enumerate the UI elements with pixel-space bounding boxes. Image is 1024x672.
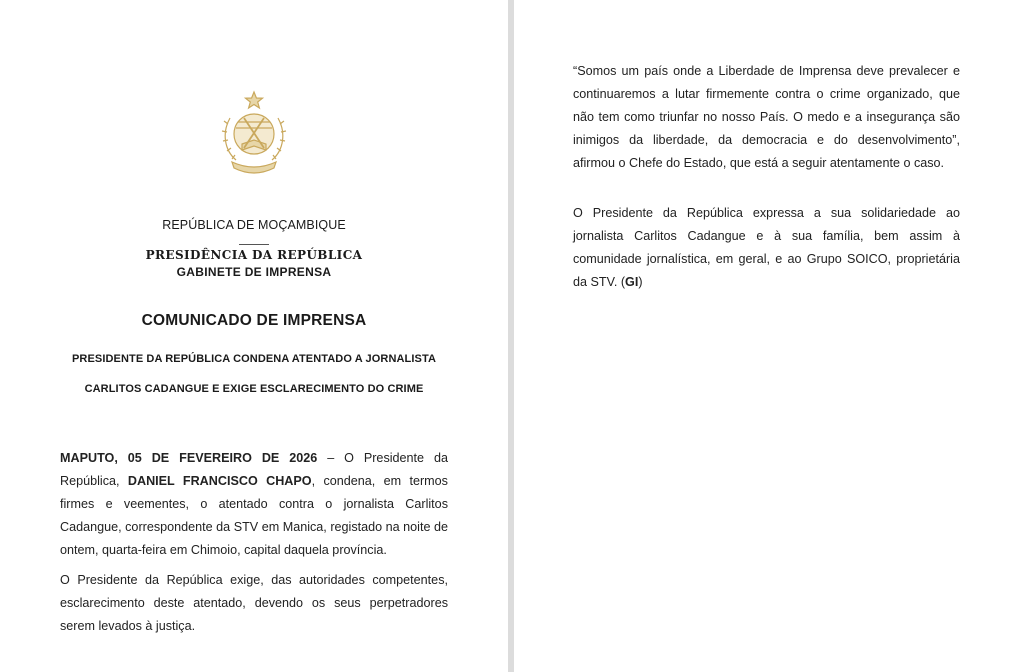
republic-title: REPÚBLICA DE MOÇAMBIQUE [162, 218, 346, 232]
quote-paragraph: “Somos um país onde a Liberdade de Imprensa deve prevalecer e continuaremos a lutar firmemente contra o crime organizado, que não tem como triunfar no nosso País. O medo e a insegurança são inimigos da liberdade, da democracia e do desenvolvimento”, afirmou o Chefe do Estado, que está a seguir atentamente o caso. [573, 64, 960, 170]
cabinet-title: GABINETE DE IMPRENSA [176, 265, 332, 279]
document-type-heading: COMUNICADO DE IMPRENSA [141, 312, 367, 329]
document-page-left [0, 0, 508, 672]
solidarity-close: ) [638, 275, 643, 289]
headline-line-1: PRESIDENTE DA REPÚBLICA CONDENA ATENTADO A JORNALISTA [71, 353, 437, 365]
body-paragraph-1 [60, 447, 448, 562]
document-page-right [514, 0, 1024, 672]
coat-of-arms-emblem [214, 88, 294, 178]
body-paragraph-2: O Presidente da República exige, das autoridades competentes, esclarecimento deste atentado, devendo os seus perpetradores serem levados à justiça. [60, 573, 448, 633]
paragraph-1-text-b: , condena, em termos firmes e veementes, o atentado contra o jornalista Carlitos Cadangue, correspondente da STV em Manica, registado na noite de ontem, quarta-feira em Chimoio, capital daquela província. [60, 474, 448, 557]
headline-line-2: CARLITOS CADANGUE E EXIGE ESCLARECIMENTO DO CRIME [84, 383, 424, 395]
presidency-title: PRESIDÊNCIA DA REPÚBLICA [145, 248, 363, 262]
title-divider [239, 244, 269, 245]
signature-initials: GI [625, 275, 639, 289]
dateline: MAPUTO, 05 DE FEVEREIRO DE 2026 [60, 451, 318, 465]
solidarity-paragraph [573, 202, 960, 294]
president-name: DANIEL FRANCISCO CHAPO [127, 474, 312, 488]
paragraph-1-text-a: – O Presidente da República, [60, 451, 448, 488]
solidarity-text: O Presidente da República expressa a sua solidariedade ao jornalista Carlitos Cadangue e à sua família, bem assim à comunidade jornalística, em geral, e ao Grupo SOICO, proprietária da STV. ( [573, 206, 960, 289]
